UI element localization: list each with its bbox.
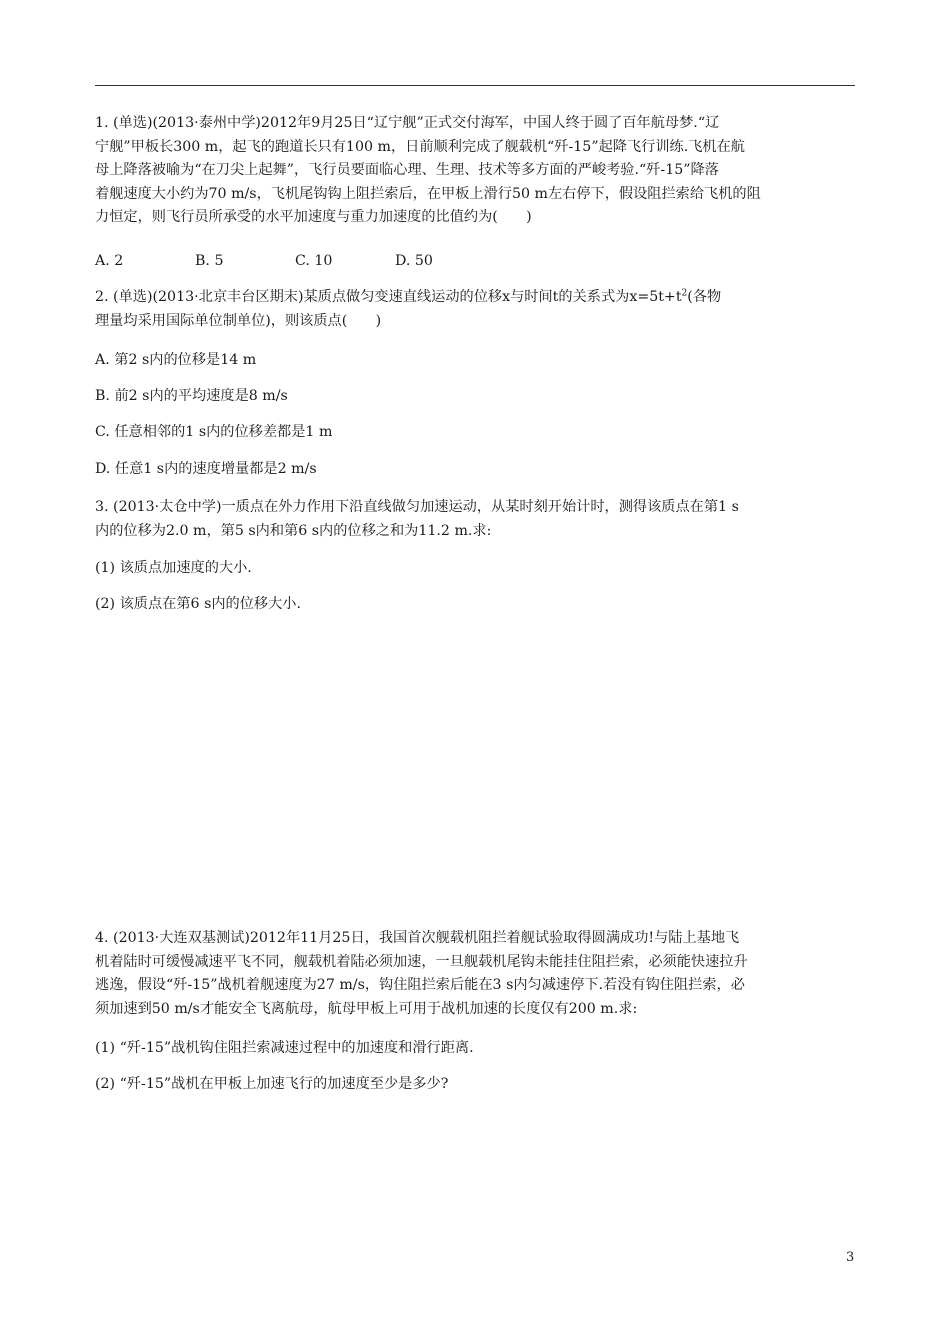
- page-number: 3: [846, 1250, 855, 1265]
- question-1-options: [95, 250, 433, 274]
- option-d: D. 50: [395, 253, 433, 269]
- option-b: B. 5: [195, 253, 224, 269]
- option-c: C. 10: [295, 253, 333, 269]
- question-2-option-d: D. 任意1 s内的速度增量都是2 m/s: [95, 461, 317, 477]
- question-3-sub-1: (1) 该质点加速度的大小.: [95, 560, 252, 576]
- text-line: 逃逸，假设“歼-15”战机着舰速度为27 m/s，钩住阻拦索后能在3 s内匀减速停下.若没有钩住阻拦索，必: [95, 977, 745, 993]
- text-line: 4. (2013·大连双基测试)2012年11月25日，我国首次舰载机阻拦着舰试验取得圆满成功!与陆上基地飞: [95, 930, 740, 946]
- text-line: 机着陆时可缓慢减速平飞不同，舰载机着陆必须加速，一旦舰载机尾钩未能挂住阻拦索，必须能快速拉升: [95, 953, 748, 970]
- question-3-text: [95, 496, 857, 543]
- text-line: 须加速到50 m/s才能安全飞离航母，航母甲板上可用于战机加速的长度仅有200 m.求:: [95, 1000, 638, 1017]
- question-4-sub-1: (1) “歼-15”战机钩住阻拦索减速过程中的加速度和滑行距离.: [95, 1040, 474, 1056]
- text-line: 力恒定，则飞行员所承受的水平加速度与重力加速度的比值约为( ): [95, 209, 532, 225]
- text-line: 母上降落被喻为“在刀尖上起舞”，飞行员要面临心理、生理、技术等多方面的严峻考验.“歼-15”降落: [95, 162, 719, 178]
- question-2-option-a: A. 第2 s内的位移是14 m: [95, 352, 257, 368]
- question-4-sub-2: (2) “歼-15”战机在甲板上加速飞行的加速度至少是多少?: [95, 1076, 449, 1092]
- text-line: 理量均采用国际单位制单位)，则该质点( ): [95, 312, 382, 329]
- question-1-text: [95, 112, 857, 230]
- text-line: 2. (单选)(2013·北京丰台区期末)某质点做匀变速直线运动的位移x与时间t的关系式为$x=5t+t^2$(各物: [95, 288, 722, 305]
- text-line: 3. (2013·太仓中学)一质点在外力作用下沿直线做匀加速运动，从某时刻开始计时，测得该质点在第1 s: [95, 499, 739, 515]
- question-4-text: [95, 927, 857, 1021]
- text-line: 宁舰”甲板长300 m，起飞的跑道长只有100 m，日前顺利完成了舰载机“歼-15”起降飞行训练.飞机在航: [95, 138, 745, 155]
- header-rule: [95, 85, 855, 86]
- text-line: 1. (单选)(2013·泰州中学)2012年9月25日“辽宁舰”正式交付海军，中国人终于圆了百年航母梦.“辽: [95, 115, 720, 131]
- question-2-option-c: C. 任意相邻的1 s内的位移差都是1 m: [95, 424, 333, 440]
- text-line: 着舰速度大小约为70 m/s，飞机尾钩钩上阻拦索后，在甲板上滑行50 m左右停下，假设阻拦索给飞机的阻: [95, 185, 761, 202]
- question-2-option-b: B. 前2 s内的平均速度是8 m/s: [95, 388, 288, 404]
- text-line: 内的位移为2.0 m，第5 s内和第6 s内的位移之和为11.2 m.求:: [95, 522, 492, 539]
- question-2-text: [95, 286, 857, 333]
- option-a: A. 2: [95, 253, 124, 269]
- question-3-sub-2: (2) 该质点在第6 s内的位移大小.: [95, 596, 301, 612]
